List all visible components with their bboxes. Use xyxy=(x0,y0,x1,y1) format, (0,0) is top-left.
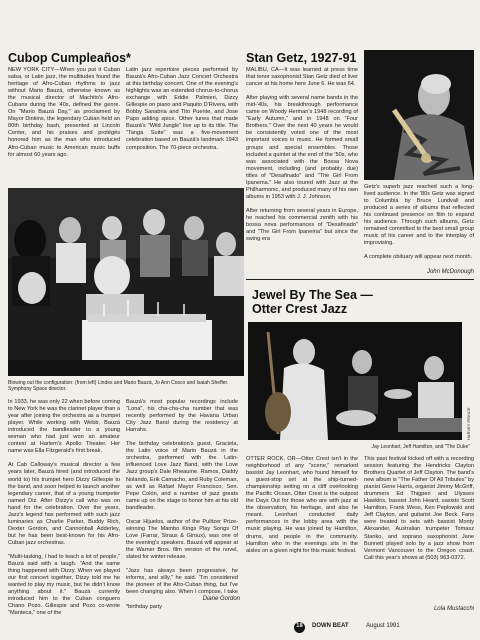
getz-column-right: Getz's superb jazz reached such a long-lived audience. In the '80s Getz was signed to Columbia by Bruce Lundvall and produced a series of albums that reflected his continued presence on film to expand his audience. Through such albums, Getz remained committed to the best small group music of his career and to the interplay of improvising. A complete obituary will appear next month. xyxy=(364,184,474,261)
stan-getz-photo xyxy=(364,50,474,180)
jewel-column-right: This past festival kicked off with a recording session featuring the Hendricks Clayton Brothers Quartet of Jeff Clayton. The band's new album is "The Father Of All Tributes" by pianist Gene Harris, organist Jimmy McGriff, drummers Ed Thigpen and Ulysses Hawkins, bassist John Heard, saxists Scott Hamilton, Frank Wess, Ken Peplowski and Jeff Clayton, and guitarist Joe Beck. Fans were treated to sets with bassist Monty Alexander, Australian trumpeter Tomasz Stanko, and soprano saxophonist Jane Bunnett played solo by a jazz show from Vermont Vancouver to the Oregon coast. Call this year's shows at (503) 963-0372. xyxy=(364,456,474,561)
page-number: 18 xyxy=(294,622,305,633)
birthday-photo-graphic xyxy=(8,188,244,376)
jewel-headline: Jewel By The Sea —Otter Crest Jazz xyxy=(252,288,373,316)
cubop-headline: Cubop Cumpleaños* xyxy=(8,51,131,65)
jewel-byline: Lola Mustacchi xyxy=(433,606,474,612)
magazine-name: DOWN BEAT xyxy=(312,623,349,629)
section-divider xyxy=(246,279,474,280)
jewel-column-left: OTTER ROCK, OR—Otter Crest isn't in the neighborhood of any "scene," remarked bassist Jay Leonhart, who found himself for a guest-stop set at the ship-turned-championship setting on a cliff overlooking the Pacific Ocean. Otter Crest is the outpost the Days Out for those who are with jazz at the observation, his heritage, and also he meant. Leonhart conducted daily performances in the lobby area with the music playing. He was joined by Hamilton, drums, and people in the community. Hamilton who in the evenings sits in the aisles on a given night for this music festival. xyxy=(246,456,358,554)
getz-column-left: MALIBU, CA—It was learned at press time that tenor saxophonist Stan Getz died of liver cancer at his home here June 6. He was 64. After playing with several name bands in the mid-'40s, his breakthrough performance came on Woody Herman's 1948 recording of "Early Autumn," and in 1948 on "Four Brothers." Over the next 40 years he would be consistently voted one of the most important voices in music. He formed small groups and special ensembles. Those included a quintet at the end of the '50s, who was associated with the Bossa Nova movement, including (and probably due) titles of "Desafinado" and "The Girl From Ipanema." He also toured with Jazz at the Philharmonic, and produced many of his own albums in 1953 with J. J. Johnson. After returning from several years in Europe, he reached his commercial zenith with his bossa nova performances of "Desafinado" and "The Girl From Ipanema" but since the swing era xyxy=(246,67,358,243)
cubop-byline: Diane Gordon xyxy=(202,596,240,602)
otter-crest-photo-graphic xyxy=(248,322,462,440)
getz-headline: Stan Getz, 1927-91 xyxy=(246,51,357,65)
birthday-cake-photo xyxy=(8,188,244,376)
otter-crest-photo xyxy=(248,322,462,440)
photo-credit: HARVEY PRINCE xyxy=(466,407,471,440)
getz-photo-graphic xyxy=(364,50,474,180)
cubop-footnote: *birthday party xyxy=(126,604,163,610)
getz-byline: John McDonough xyxy=(426,269,474,275)
cubop-column-2-bottom: Bauzá's most popular recordings include "Lona", his cha-cha-cha number that was recently performed by the Havana Urban City Jazz Band during the residency at Harrahs. The birthday celebration's guest, Graciela, the Latin voice of Mario Bauzá in the orchestra, performed with the Latin-influenced Love Jazz Band, with the Love Jazz group's Dale Rheaume. Ramos, Daddy Nolando, Erik Camacho, and Ruby Coleman, as well as Rafael Mayor Francisco, Sen. Pepe Colón, and a number of jazz greats came up on the stage to honor him at his old bandleader. Oscar Hijuelos, author of the Pulitzer Prize-winning The Mambo Kings Play Songs Of Love (Farrar, Straus & Giroux), was one of the evening's speakers. Bauzá will appear at the Warner Bros. film version of the novel, slated for winter release. "Jazz has always been progressive, he informs, and silly," he said. "I'm considered the pioneer of the Afro-Cuban thing, but I've been changing also. When I compose, I take xyxy=(126,399,238,595)
issue-date: August 1991 xyxy=(366,623,400,629)
otter-crest-caption: Jay Leonhart, Jeff Hamilton, and "The Duke" xyxy=(371,444,470,450)
cubop-column-2-top: Latin jazz repertoire pieces performed by Bauzá's Afro-Cuban Jazz Concert Orchestra at this birthday concert. One of the evening's highlights was an extended chorus-to-chorus exchange with Eddie Palmieri, Dizzy Gillespie on piano and Paquito D'Rivera, with Bobby Sanabria and Tito Puente, and Jose Papo adding spice. Other tunes that made Bauzá's "Wild Jungle" live up to its title. The "Tanga Suite" was a five-movement celebration based on Bauzá's landmark 1943 composition. The 70-piece orchestra. xyxy=(126,67,238,151)
birthday-photo-caption: Blowing out the configuration: (from left) Lindes and Mario Bauzá, Jo Ann Cosco and Isaiah Sheffer. Symphony Space director. xyxy=(8,380,229,392)
cubop-column-1-bottom: In 1933, he was only 22 when before coming to New York he was the clarinet player than a year after joining the orchestra as a trumpet player. While working with Webb, Bauzá introduced the bandleader to a young woman who had just won an amateur contest at Harlem's Apollo Theater. Her name was Ella Fitzgerald's first break. At Cab Calloway's musical director a few years later, Bauzá hired (and introduced the world to) his trumpet hero Dizzy Gillespie to the band, and soon helped to launch another legendary career, that of a young trumpeter named Diz. After Dizzy's call who was on hand for the celebration. Over the years, Jazz's legend has performed with such jazz luminaries as Charlie Parker, Buddy Rich, Dexter Gordon, and Cannonball Adderley, but he has been best-known for his Afro-Cuban jazz orchestras. "Multi-tasking, I had to teach a lot of people," Bauzá said with a laugh. "And the same thing happened with Dizzy. When we played our first concert together, Dizzy told me he wanted to play my music, but he didn't know anything about it." Bauzá currently introduced him to the Cuban conguero Chano Pozo. Gillespie and Pozo co-wrote "Manteca," one of the xyxy=(8,399,120,617)
cubop-column-1-top: NEW YORK CITY—When you put it Cuban salsa, or Latin jazz, the multitudes found the heritage of Afro-Cuban rhythms to jazz without Mario Bauzá, otherwise known as the musical director of Machito's Afro-Cubans during the '40s, defined the genre. On "Mario Bauzá Day," as proclaimed by Mayor Dinkins, the legendary Cuban held an 80th birthday bash, presented at Lincoln Center, and his praises and protégés honored him as the man who introduced Afro-Cuban music to American music buffs for almost 60 years ago. xyxy=(8,67,120,158)
